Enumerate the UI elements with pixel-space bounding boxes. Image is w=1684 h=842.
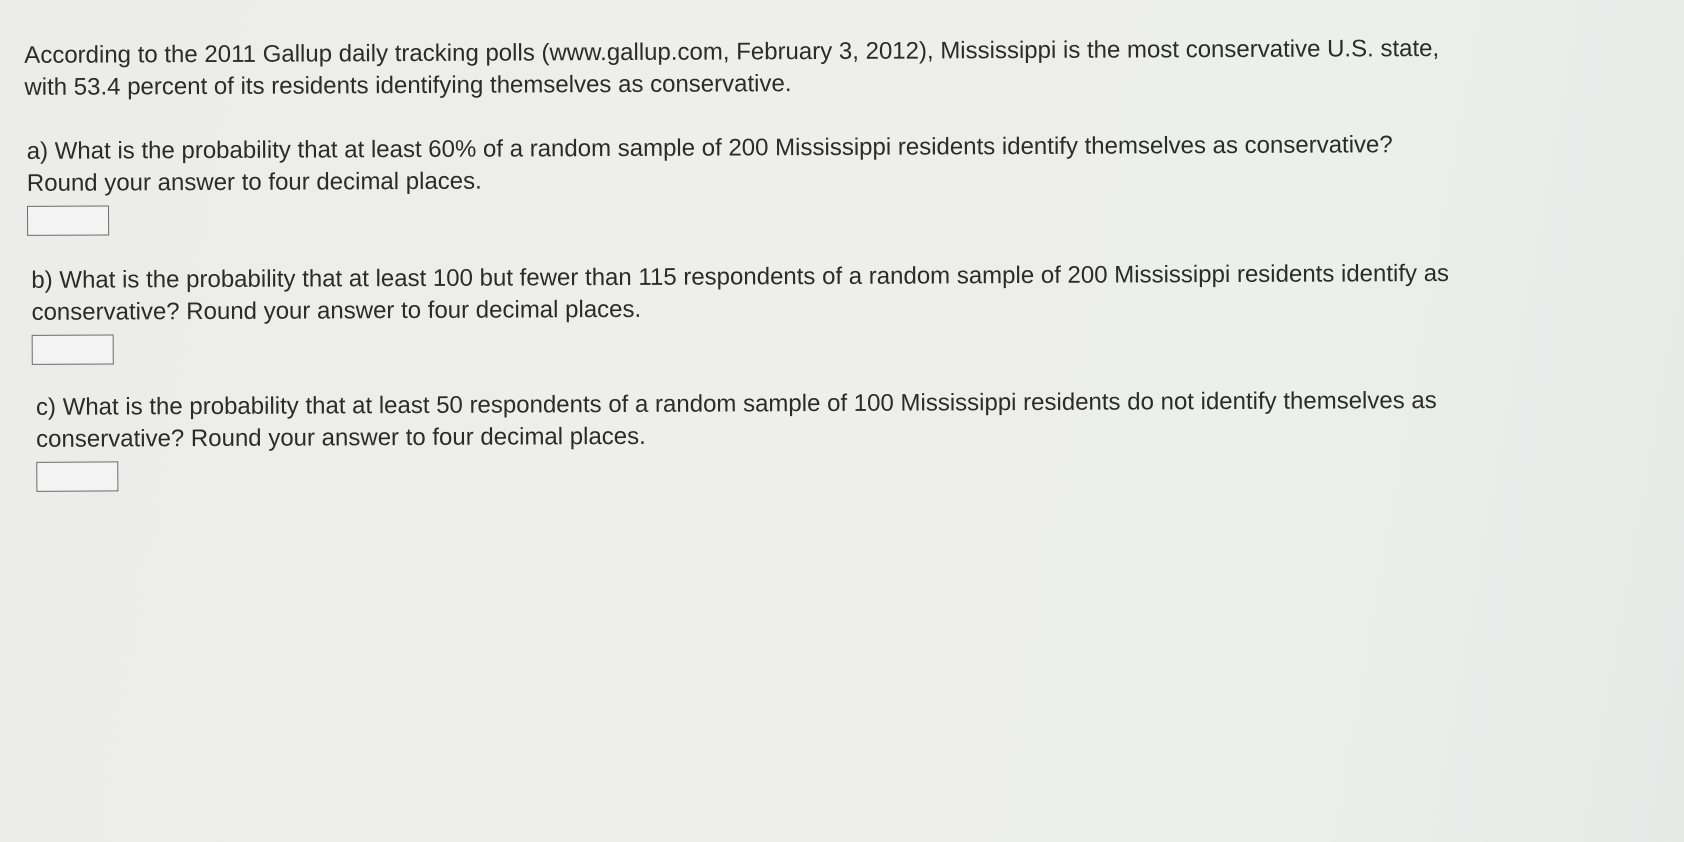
question-b xyxy=(31,257,1651,365)
question-a-text-line-1: a) What is the probability that at least 60% of a random sample of 200 Mississippi residents identify themselves as conservative? xyxy=(26,131,1393,165)
intro-line-1: According to the 2011 Gallup daily tracking polls (www.gallup.com, February 3, 2012), Mississippi is the most conservative U.S. state, xyxy=(24,34,1440,69)
answer-input-b[interactable] xyxy=(32,334,114,364)
question-b-text-line-1: b) What is the probability that at least 100 but fewer than 115 respondents of a random sample of 200 Mississippi residents identify as xyxy=(31,259,1450,294)
problem-intro xyxy=(24,32,1644,104)
question-b-text-line-2: conservative? Round your answer to four decimal places. xyxy=(31,295,642,326)
question-a xyxy=(27,128,1647,236)
intro-line-2: with 53.4 percent of its residents identifying themselves as conservative. xyxy=(24,70,792,101)
answer-input-c[interactable] xyxy=(36,461,118,491)
question-a-text-line-2: Round your answer to four decimal places. xyxy=(26,167,482,197)
question-c-text-line-2: conservative? Round your answer to four decimal places. xyxy=(36,422,646,453)
question-c xyxy=(36,384,1656,492)
answer-input-a[interactable] xyxy=(27,205,109,235)
question-c-text-line-1: c) What is the probability that at least 50 respondents of a random sample of 100 Mississippi residents do not identify themselves as xyxy=(35,386,1437,421)
